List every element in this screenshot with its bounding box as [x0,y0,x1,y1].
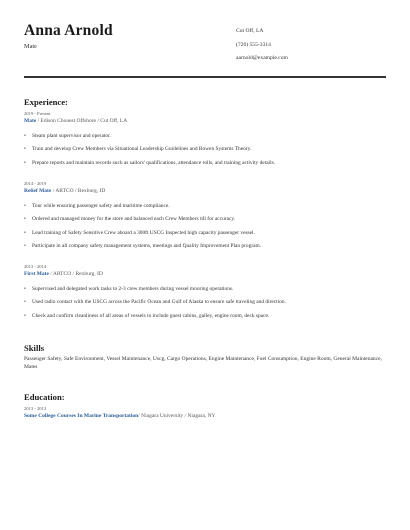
header-divider [24,76,386,78]
job-bullet: • Supervised and delegated work tasks to 2-3 crew members during vessel mooring operations. [24,286,386,293]
job-title-line [24,270,386,278]
job-dates: 2014 - 2019 [24,181,47,186]
job-entry [24,181,386,257]
job-title-line [24,187,386,195]
job-company: / Edison Chouest Offshore / Cut Off, LA [36,118,128,124]
contact-phone: (720) 555-3314 [236,41,271,48]
education-line [24,412,386,420]
contact-block [236,27,288,68]
job-entry [24,111,386,173]
job-role: Mate [24,118,37,124]
job-bullet: • Check and confirm cleanliness of all areas of vessels to include guest cabins, galley, engine room, deck space. [24,313,386,320]
contact-location: Cut Off, LA [236,28,264,34]
job-bullet: • Participate in all company safety management systems, meetings and Quality Improvement Plan program. [24,243,386,250]
job-bullets [24,133,386,166]
education-degree: Some College Courses In Marine Transportation [24,413,139,419]
job-bullet: • Lead training of Safety Sensitive Crew aboard a 300ft USCG Inspected high capacity passenger vessel. [24,230,386,237]
education-dates: 2013 - 2013 [24,406,47,411]
job-bullet: • Tour while ensuring passenger safety and maritime compliance. [24,203,386,210]
job-bullet: • Used radio contact with the USCG across the Pacific Ocean and Gulf of Alaska to ensure safe traveling and direction. [24,299,386,306]
job-company: / ARTCO / Rexburg, ID [48,271,103,277]
candidate-name: Anna Arnold [24,22,113,39]
skills-heading: Skills [24,343,45,353]
job-bullets [24,203,386,250]
skills-list: Passenger Safety, Safe Environment, Vessel Maintenance, Uscg, Cargo Operations, Engine Maintenance, Fuel Consumption, Engine Room, General Maintenance, Mates [24,356,382,370]
job-bullet: • Ordered and managed money for the store and balanced each Crew Members till for accuracy. [24,216,386,223]
job-entry [24,264,386,326]
job-company: / ARTCO / Rexburg, ID [51,188,106,194]
contact-email: aarnold@example.com [236,55,288,61]
experience-heading: Experience: [24,97,68,107]
job-bullet: • Prepare reports and maintain records such as sailors' qualifications, attendance rolls, and training activity details. [24,160,386,167]
job-dates: 2013 - 2014 [24,264,47,269]
job-bullet: • Train and develop Crew Members via Situational Leadership Guidelines and Bowen Systems Theory. [24,146,386,153]
job-bullet: • Steam plant supervisor and operator. [24,133,386,140]
job-role: Relief Mate [24,188,52,194]
education-school: / Niagara University / Niagara, NY [138,413,216,419]
job-bullets [24,286,386,319]
education-entry [24,406,386,420]
job-title-line [24,117,386,125]
candidate-title: Mate [24,43,37,50]
job-dates: 2019 - Present [24,111,51,116]
education-heading: Education: [24,392,65,402]
job-role: First Mate [24,271,49,277]
